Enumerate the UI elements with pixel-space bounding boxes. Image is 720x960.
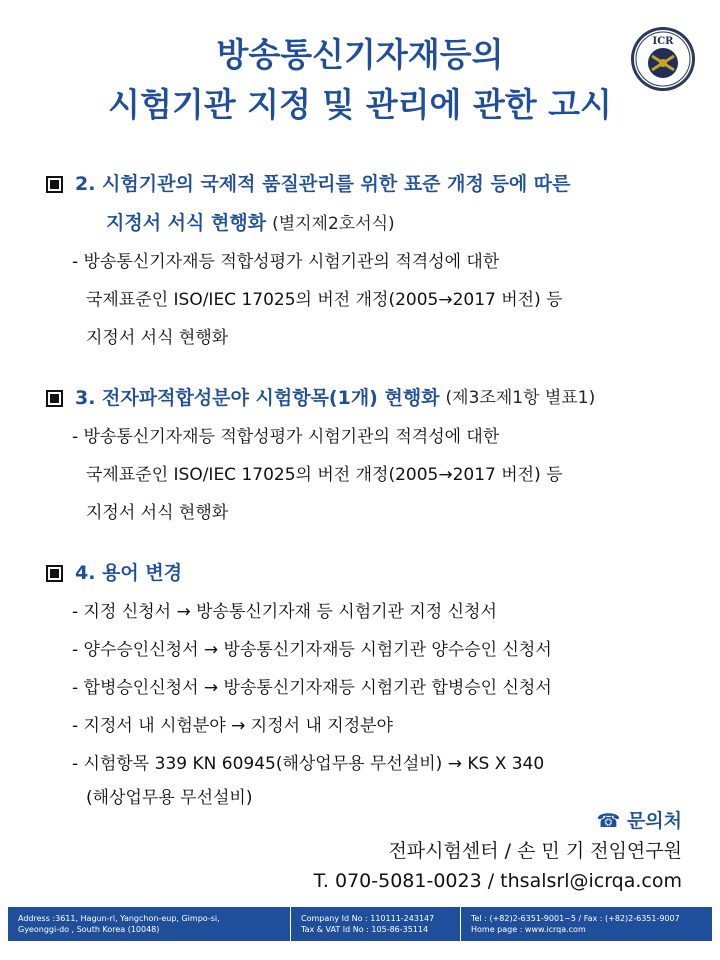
section-3-note: (제3조제1항 별표1) — [445, 388, 596, 408]
document-title — [0, 30, 720, 130]
contact-phone: T. 070-5081-0023 / thsalsrl@icrqa.com — [313, 870, 682, 892]
section-3-heading: 3. 전자파적합성분야 시험항목(1개) 현행화 — [75, 387, 440, 409]
contact-block — [314, 806, 682, 896]
section-2-heading: 2. 시험기관의 국제적 품질관리를 위한 표준 개정 등에 따른 — [75, 173, 571, 195]
section-4-header — [46, 553, 700, 593]
footer-address: Address :3611, Hagun-ri, Yangchon-eup, Gimpo-si, Gyeonggi-do , South Korea (10048) — [18, 914, 220, 934]
section-2-bullet-1: - 방송통신기자재등 적합성평가 시험기관의 적격성에 대한 — [72, 252, 500, 272]
section-4-bullet-5-cont: (해상업무용 무선설비) — [86, 788, 253, 808]
section-3 — [46, 378, 700, 532]
footer-contact: Tel : (+82)2-6351-9001~5 / Fax : (+82)2-6351-9007 Home page : www.icrqa.com — [460, 907, 712, 941]
title-line-2: 시험기관 지정 및 관리에 관한 고시 — [108, 85, 612, 124]
contact-title: ☎ 문의처 — [596, 810, 682, 832]
filled-square-icon — [46, 176, 63, 193]
section-3-header — [46, 378, 700, 418]
section-4-bullet-2: - 양수승인신청서 → 방송통신기자재등 시험기관 양수승인 신청서 — [72, 640, 552, 660]
contact-name: 전파시험센터 / 손 민 기 전임연구원 — [388, 840, 682, 862]
icr-logo — [630, 26, 696, 92]
section-2 — [46, 164, 700, 357]
filled-square-icon — [46, 390, 63, 407]
footer-bar — [8, 907, 712, 941]
section-4-bullet-4: - 지정서 내 시험분야 → 지정서 내 지정분야 — [72, 716, 393, 736]
section-3-bullet-2: 국제표준인 ISO/IEC 17025의 버전 개정(2005→2017 버전) 등 — [86, 465, 563, 485]
section-4-bullet-5: - 시험항목 339 KN 60945(해상업무용 무선설비) → KS X 340 — [72, 754, 545, 774]
section-2-bullet-2: 국제표준인 ISO/IEC 17025의 버전 개정(2005→2017 버전) 등 — [86, 290, 563, 310]
section-2-note: (별지제2호서식) — [272, 214, 395, 234]
section-4-heading: 4. 용어 변경 — [75, 562, 183, 584]
homepage-link[interactable]: Home page : www.icrqa.com — [471, 925, 586, 934]
section-3-bullet-3: 지정서 서식 현행화 — [86, 503, 229, 523]
section-2-header — [46, 164, 700, 204]
section-2-bullet-3: 지정서 서식 현행화 — [86, 328, 229, 348]
title-line-1: 방송통신기자재등의 — [216, 35, 504, 74]
filled-square-icon — [46, 565, 63, 582]
section-4 — [46, 553, 700, 813]
section-4-bullet-1: - 지정 신청서 → 방송통신기자재 등 시험기관 지정 신청서 — [72, 602, 497, 622]
section-4-bullet-3: - 합병승인신청서 → 방송통신기자재등 시험기관 합병승인 신청서 — [72, 678, 552, 698]
footer-company: Company Id No : 110111-243147 Tax & VAT Id No : 105-86-35114 — [290, 907, 460, 941]
section-3-bullet-1: - 방송통신기자재등 적합성평가 시험기관의 적격성에 대한 — [72, 427, 500, 447]
section-2-heading-cont: 지정서 서식 현행화 (별지제2호서식) — [106, 212, 395, 234]
logo-text: ICR — [652, 36, 674, 47]
